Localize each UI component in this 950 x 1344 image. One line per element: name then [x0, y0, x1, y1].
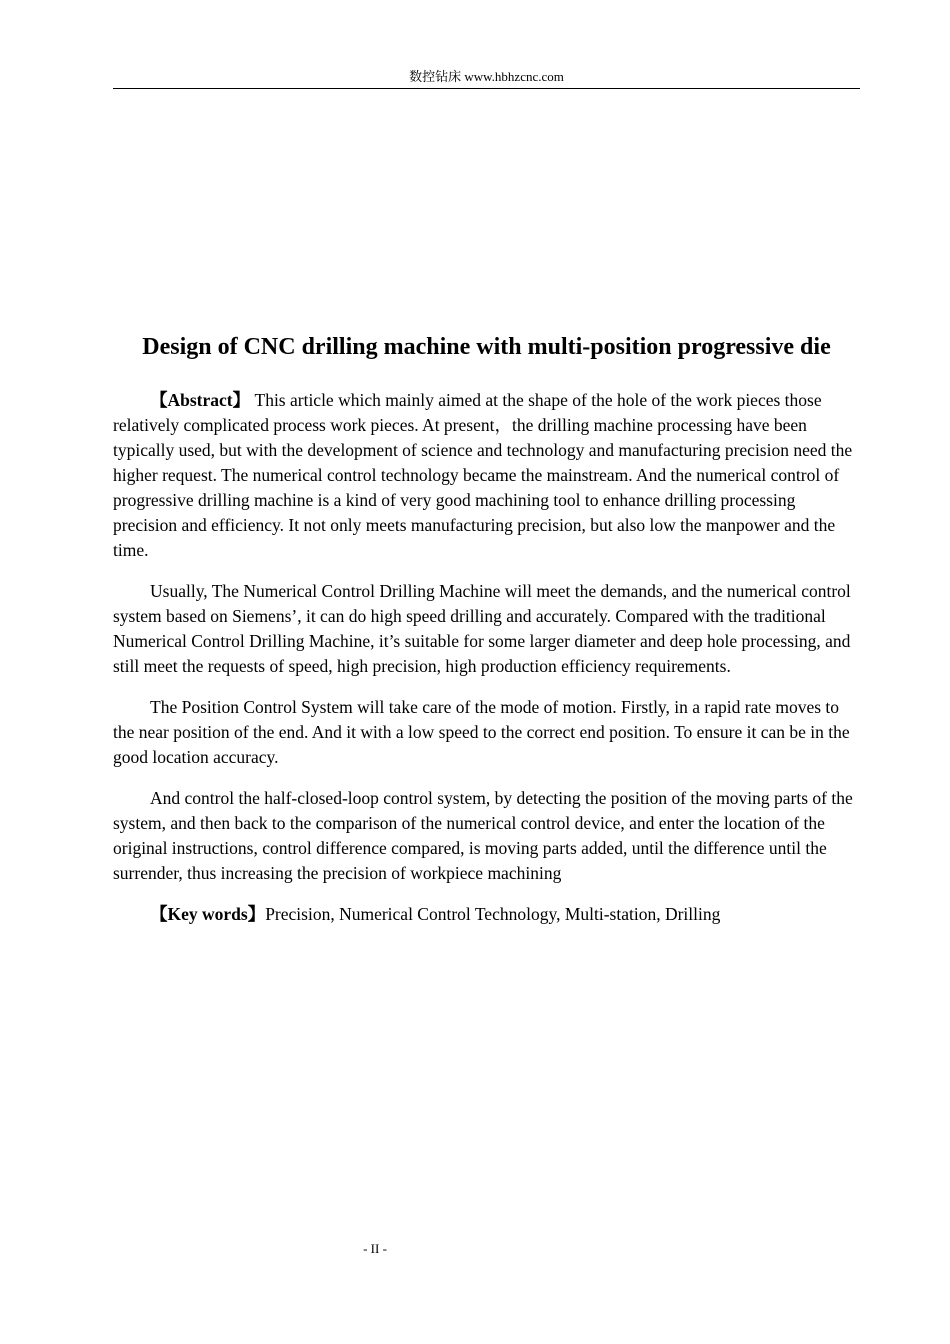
abstract-paragraph — [113, 388, 860, 563]
keywords-paragraph — [113, 902, 860, 927]
abstract-text: This article which mainly aimed at the shape of the hole of the work pieces those relatively complicated process work pieces. At present，the drilling machine processing have been typically used, but with the development of science and technology and manufacturing precision need the higher request. The numerical control technology became the mainstream. And the numerical control of progressive drilling machine is a kind of very good machining tool to enhance drilling processing precision and efficiency. It not only meets manufacturing precision, but also low the manpower and the time. — [113, 390, 853, 560]
header-text: 数控钻床 www.hbhzcnc.com — [409, 69, 564, 84]
document-title: Design of CNC drilling machine with multi-position progressive die — [142, 334, 831, 360]
body-paragraph-3: And control the half-closed-loop control system, by detecting the position of the moving parts of the system, and then back to the comparison of the numerical control device, and enter the location of the original instructions, control difference compared, is moving parts added, until the difference until the surrender, thus increasing the precision of workpiece machining — [113, 788, 853, 883]
page-number: - II - — [363, 1241, 387, 1256]
keywords-text: Precision, Numerical Control Technology, Multi-station, Drilling — [265, 904, 721, 924]
body-paragraph-2: The Position Control System will take care of the mode of motion. Firstly, in a rapid rate moves to the near position of the end. And it with a low speed to the correct end position. To ensure it can be in the good location accuracy. — [113, 697, 850, 767]
body-paragraph-1: Usually, The Numerical Control Drilling Machine will meet the demands, and the numerical control system based on Siemens’, it can do high speed drilling and accurately. Compared with the traditional Numerical Control Drilling Machine, it’s suitable for some larger diameter and deep hole processing, and still meet the requests of speed, high precision, high production efficiency requirements. — [113, 581, 851, 676]
abstract-label: 【Abstract】 — [150, 390, 251, 410]
page-header — [113, 68, 860, 89]
keywords-label: 【Key words】 — [150, 904, 266, 924]
document-body — [113, 388, 860, 943]
